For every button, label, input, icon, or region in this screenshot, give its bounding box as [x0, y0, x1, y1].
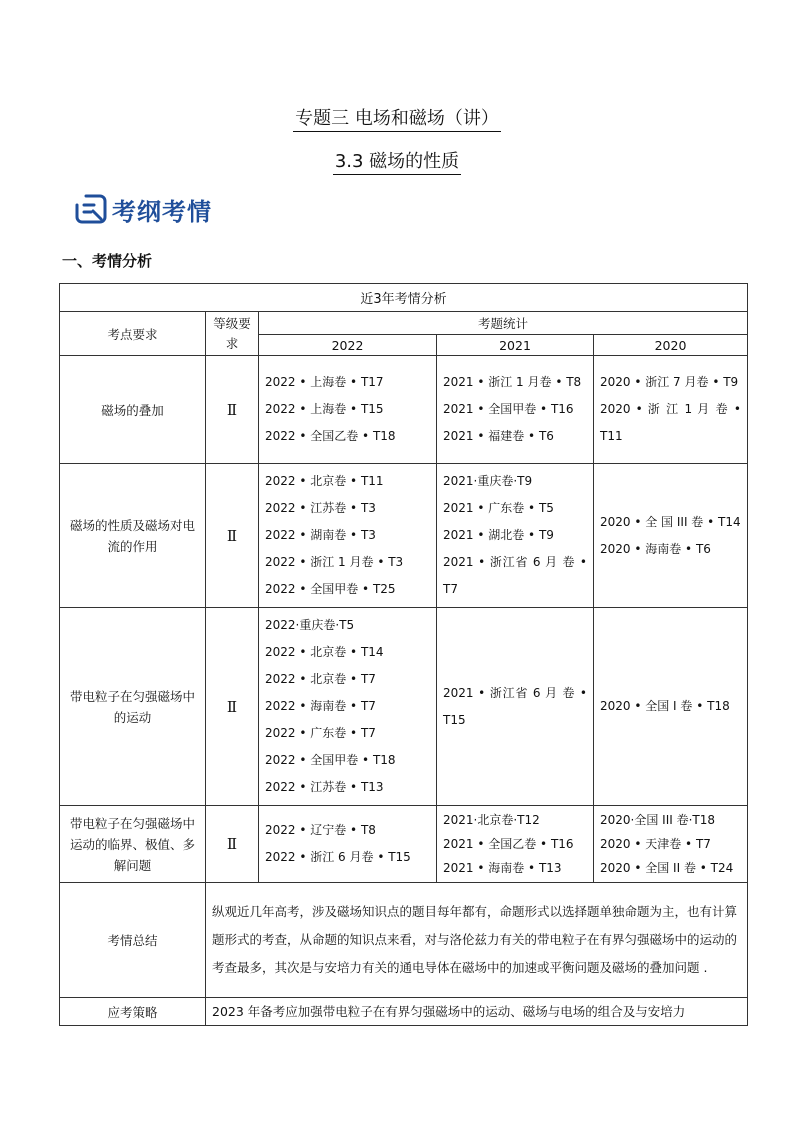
entries-2022: [259, 356, 437, 464]
entries-2022: [259, 608, 437, 806]
level-cell: Ⅱ: [206, 356, 259, 464]
strategy-row: [60, 998, 748, 1026]
table-row: [60, 356, 748, 464]
exam-entry: 2022·重庆卷·T5: [265, 618, 355, 632]
section-banner: [74, 189, 212, 229]
exam-entry: 2020 • 海南卷 • T6: [600, 541, 711, 556]
summary-row: [60, 883, 748, 998]
exam-entry: 2022 • 江苏卷 • T3: [265, 501, 376, 515]
exam-entry: 2021 • 浙江省 6 月 卷 • T7: [443, 555, 587, 596]
strategy-text: 2023 年备考应加强带电粒子在有界匀强磁场中的运动、磁场与电场的组合及与安培力: [206, 998, 748, 1026]
entries-2020: [594, 356, 748, 464]
exam-entry: 2022 • 全国乙卷 • T18: [265, 429, 396, 443]
col-header-level: 等级要求: [206, 312, 259, 356]
exam-entry: 2022 • 辽宁卷 • T8: [265, 823, 376, 837]
document-subtitle: 3.3 磁场的性质: [0, 147, 794, 173]
exam-entry: 2022 • 广东卷 • T7: [265, 726, 376, 740]
exam-entry: 2021·北京卷·T12: [443, 813, 540, 827]
exam-entry: 2020 • 全国 I 卷 • T18: [600, 699, 730, 713]
exam-entry: 2021 • 全国甲卷 • T16: [443, 402, 574, 416]
level-cell: Ⅱ: [206, 608, 259, 806]
exam-entry: 2021 • 福建卷 • T6: [443, 429, 554, 443]
table-row: [60, 464, 748, 608]
entries-2022: [259, 464, 437, 608]
banner-text: 考纲考情: [112, 197, 212, 226]
topic-cell: 磁场的叠加: [60, 356, 206, 464]
entries-2020: [594, 806, 748, 883]
summary-text: 纵观近几年高考，涉及磁场知识点的题目每年都有，命题形式以选择题单独命题为主，也有计算题形式的考查，从命题的知识点来看，对与洛伦兹力有关的带电粒子在有界匀强磁场中的运动的考查最多，其次是与安培力有关的通电导体在磁场中的加速或平衡问题及磁场的叠加问题 .: [206, 883, 748, 998]
exam-entry: 2021 • 海南卷 • T13: [443, 861, 562, 875]
table-caption: 近3年考情分析: [60, 284, 748, 312]
table-row: [60, 806, 748, 883]
exam-entry: 2022 • 北京卷 • T7: [265, 672, 376, 686]
exam-entry: 2021 • 广东卷 • T5: [443, 501, 554, 515]
exam-entry: 2020 • 全国 II 卷 • T24: [600, 861, 734, 875]
exam-entry: 2021·重庆卷·T9: [443, 474, 533, 488]
entries-2021: [437, 464, 594, 608]
outline-list-icon: [74, 192, 108, 226]
exam-entry: 2020·全国 III 卷·T18: [600, 813, 716, 827]
exam-entry: 2021 • 湖北卷 • T9: [443, 528, 554, 542]
exam-entry: 2020 • 浙 江 1 月 卷 • T11: [600, 402, 742, 443]
entries-2021: [437, 608, 594, 806]
exam-entry: 2022 • 湖南卷 • T3: [265, 528, 376, 542]
exam-entry: 2021 • 浙江省 6 月 卷 • T15: [443, 685, 587, 727]
col-header-year: 2022: [259, 335, 437, 356]
exam-entry: 2022 • 全国甲卷 • T18: [265, 753, 396, 767]
topic-cell: 磁场的性质及磁场对电流的作用: [60, 464, 206, 608]
exam-entry: 2022 • 全国甲卷 • T25: [265, 582, 396, 596]
exam-entry: 2022 • 北京卷 • T14: [265, 645, 384, 659]
summary-label: 考情总结: [60, 883, 206, 998]
entries-2022: [259, 806, 437, 883]
entries-2021: [437, 356, 594, 464]
exam-entry: 2020 • 全 国 III 卷 • T14: [600, 514, 741, 529]
entries-2020: [594, 608, 748, 806]
exam-entry: 2022 • 浙江 6 月卷 • T15: [265, 850, 411, 864]
exam-entry: 2022 • 海南卷 • T7: [265, 699, 376, 713]
strategy-label: 应考策略: [60, 998, 206, 1026]
col-header-topic: 考点要求: [60, 312, 206, 356]
level-cell: Ⅱ: [206, 806, 259, 883]
exam-analysis-table: [59, 283, 748, 1026]
col-header-year: 2020: [594, 335, 748, 356]
exam-entry: 2020 • 浙江 7 月卷 • T9: [600, 375, 739, 389]
level-cell: Ⅱ: [206, 464, 259, 608]
exam-entry: 2022 • 北京卷 • T11: [265, 474, 384, 488]
col-header-stats: 考题统计: [259, 312, 748, 335]
exam-entry: 2021 • 浙江 1 月卷 • T8: [443, 375, 582, 389]
exam-entry: 2021 • 全国乙卷 • T16: [443, 837, 574, 851]
exam-entry: 2022 • 上海卷 • T17: [265, 375, 384, 389]
exam-entry: 2020 • 天津卷 • T7: [600, 837, 711, 851]
exam-entry: 2022 • 上海卷 • T15: [265, 402, 384, 416]
entries-2021: [437, 806, 594, 883]
exam-entry: 2022 • 浙江 1 月卷 • T3: [265, 555, 404, 569]
col-header-year: 2021: [437, 335, 594, 356]
table-row: [60, 608, 748, 806]
topic-cell: 带电粒子在匀强磁场中的运动: [60, 608, 206, 806]
document-title: 专题三 电场和磁场（讲）: [0, 104, 794, 130]
entries-2020: [594, 464, 748, 608]
section-heading: 一、考情分析: [62, 252, 153, 270]
topic-cell: 带电粒子在匀强磁场中运动的临界、极值、多解问题: [60, 806, 206, 883]
exam-entry: 2022 • 江苏卷 • T13: [265, 780, 384, 794]
